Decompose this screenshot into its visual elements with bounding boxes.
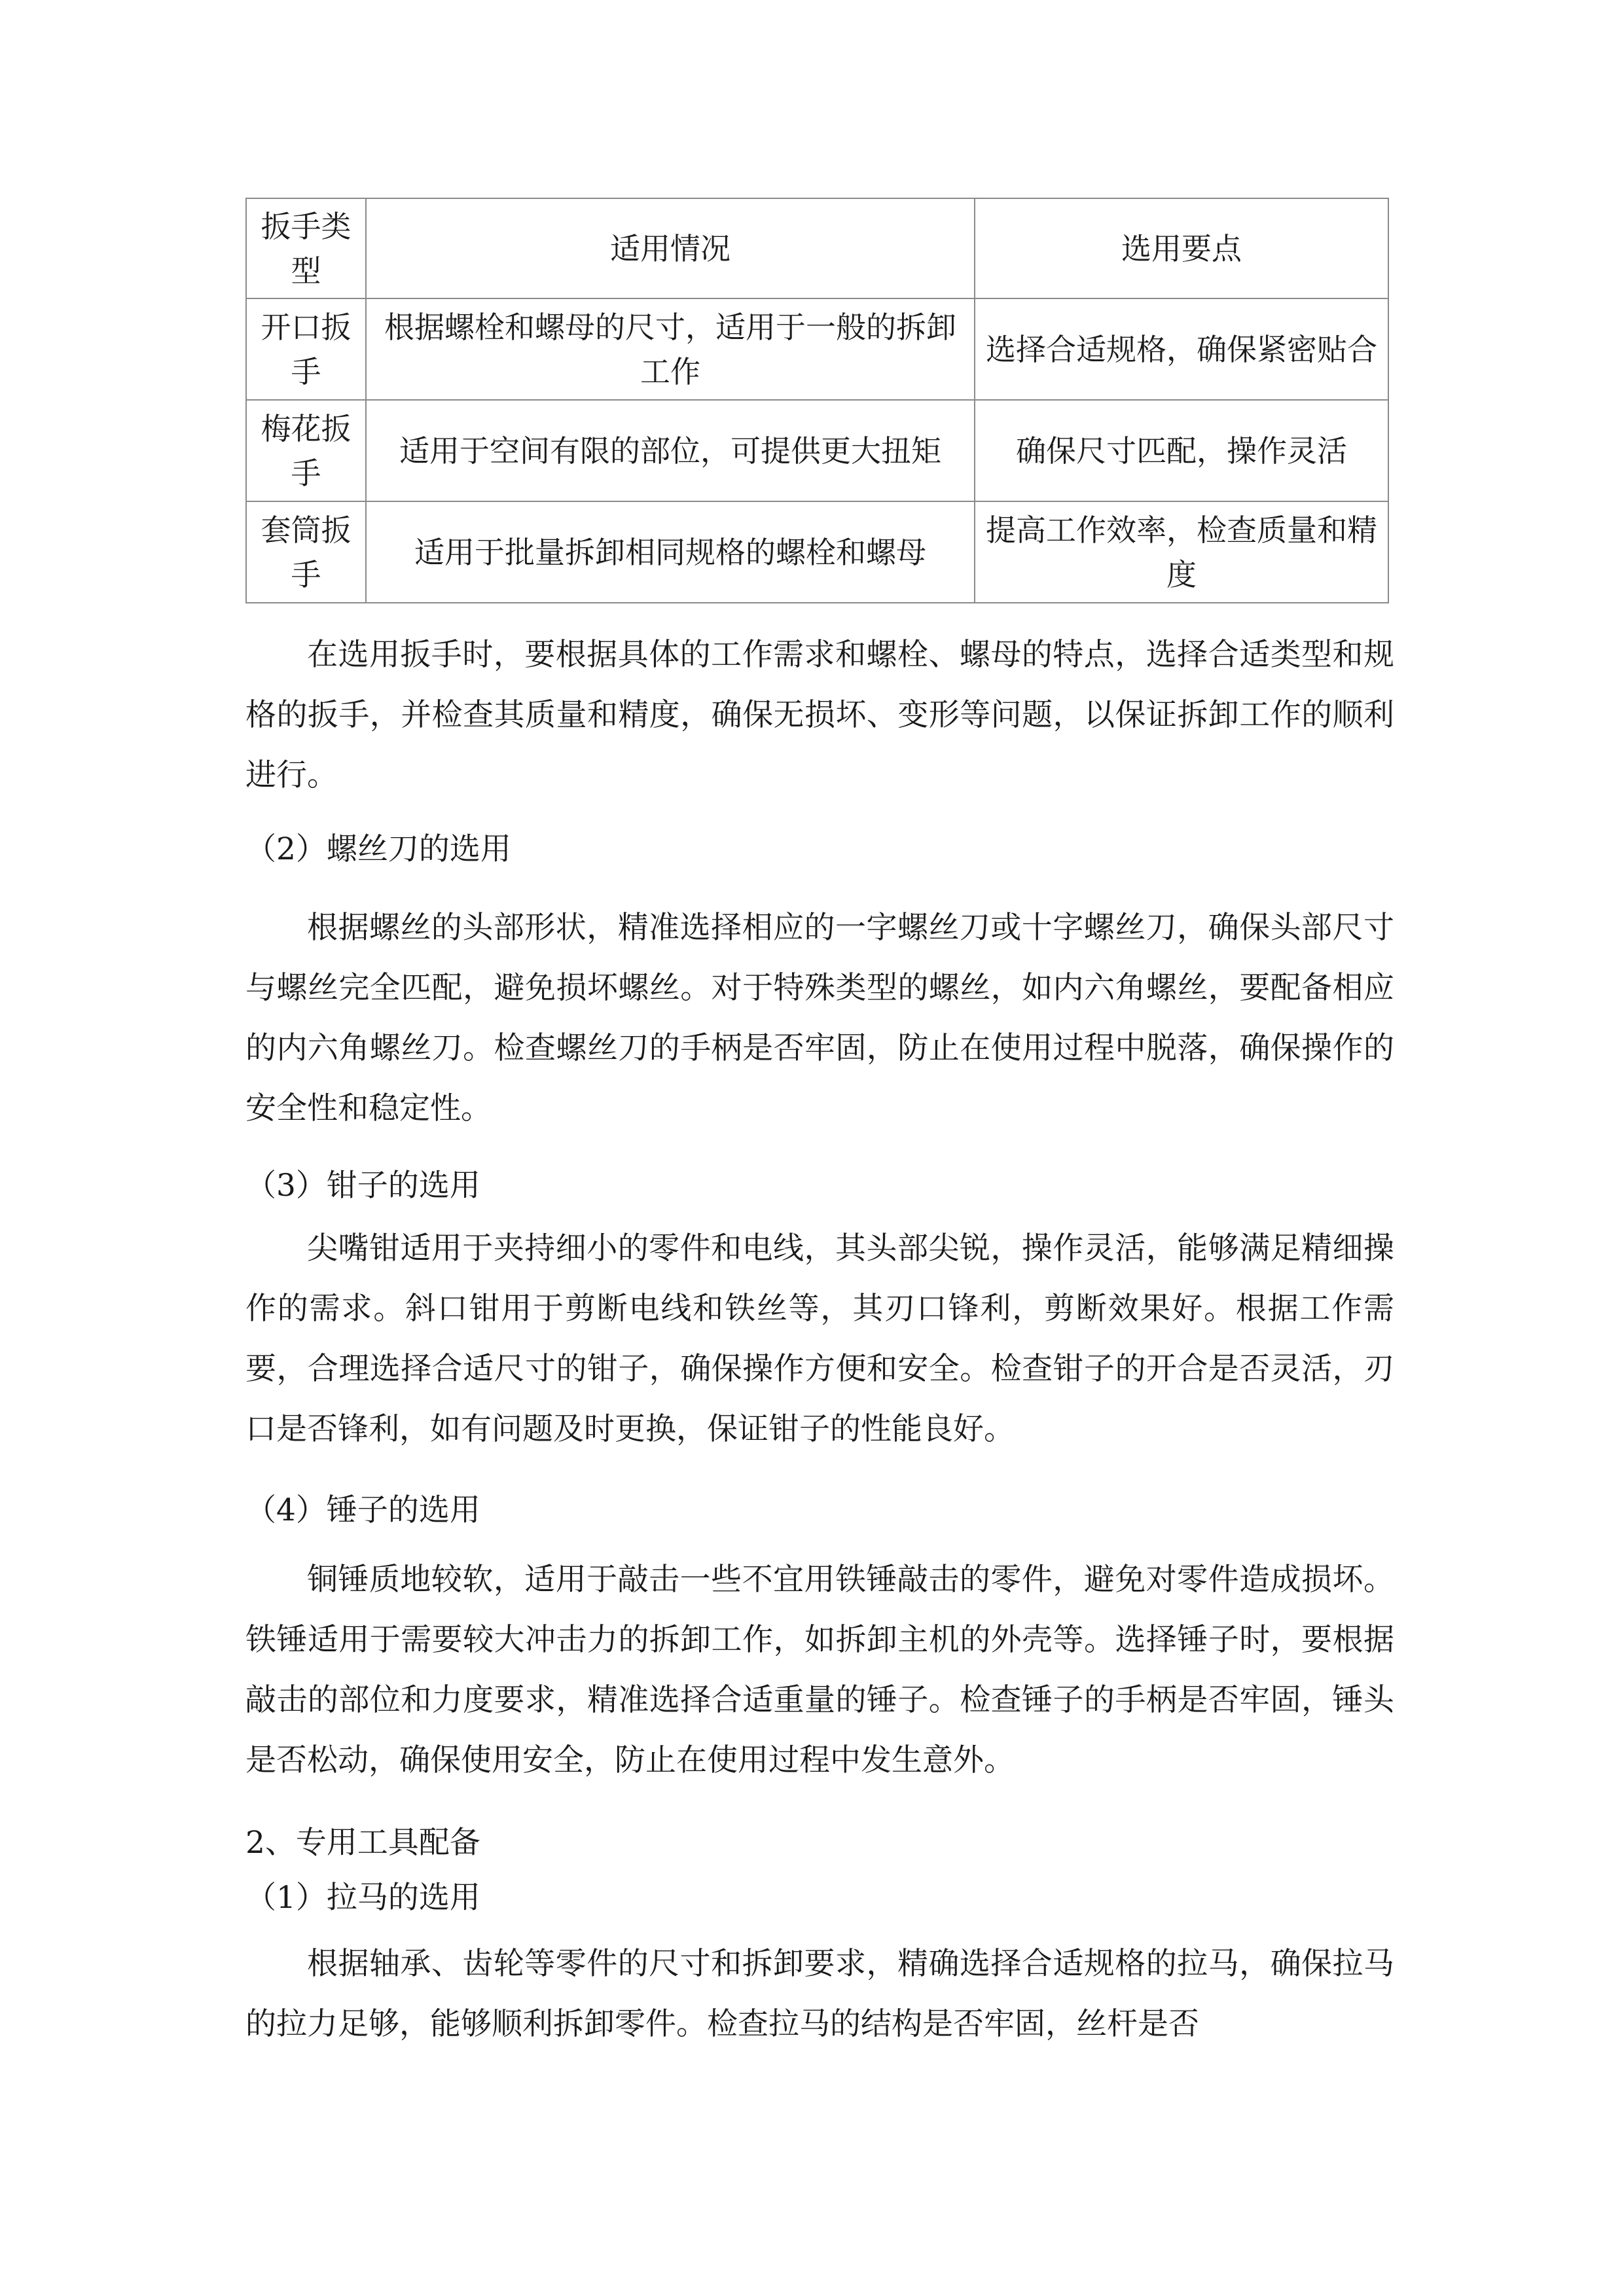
table-header-row [246, 198, 1388, 298]
wrench-summary-paragraph: 在选用扳手时，要根据具体的工作需求和螺栓、螺母的特点，选择合适类型和规格的扳手，并检查其质量和精度，确保无损坏、变形等问题，以保证拆卸工作的顺利进行。 [245, 637, 1394, 793]
table-cell: 根据螺栓和螺母的尺寸，适用于一般的拆卸工作 [366, 298, 975, 400]
special-tools-heading: 2、专用工具配备 [245, 1825, 480, 1861]
table-cell: 适用于批量拆卸相同规格的螺栓和螺母 [366, 501, 975, 603]
table-header-cell: 扳手类型 [246, 198, 366, 298]
pliers-paragraph: 尖嘴钳适用于夹持细小的零件和电线，其头部尖锐，操作灵活，能够满足精细操作的需求。斜口钳用于剪断电线和铁丝等，其刃口锋利，剪断效果好。根据工作需要，合理选择合适尺寸的钳子，确保操作方便和安全。检查钳子的开合是否灵活，刃口是否锋利，如有问题及时更换，保证钳子的性能良好。 [245, 1230, 1394, 1447]
table-row [246, 298, 1388, 400]
table-row [246, 400, 1388, 501]
table-header-cell: 选用要点 [975, 198, 1388, 298]
table-cell: 套筒扳手 [246, 501, 366, 603]
table-cell: 梅花扳手 [246, 400, 366, 501]
hammer-paragraph: 铜锤质地较软，适用于敲击一些不宜用铁锤敲击的零件，避免对零件造成损坏。铁锤适用于需要较大冲击力的拆卸工作，如拆卸主机的外壳等。选择锤子时，要根据敲击的部位和力度要求，精准选择合适重量的锤子。检查锤子的手柄是否牢固，锤头是否松动，确保使用安全，防止在使用过程中发生意外。 [245, 1562, 1394, 1778]
puller-heading: （1）拉马的选用 [245, 1880, 480, 1916]
table-row [246, 501, 1388, 603]
table-cell: 适用于空间有限的部位，可提供更大扭矩 [366, 400, 975, 501]
table-cell: 确保尺寸匹配，操作灵活 [975, 400, 1388, 501]
table-header-cell: 适用情况 [366, 198, 975, 298]
table-cell: 选择合适规格，确保紧密贴合 [975, 298, 1388, 400]
puller-paragraph: 根据轴承、齿轮等零件的尺寸和拆卸要求，精确选择合适规格的拉马，确保拉马的拉力足够，能够顺利拆卸零件。检查拉马的结构是否牢固，丝杆是否 [245, 1946, 1394, 2042]
screwdriver-paragraph: 根据螺丝的头部形状，精准选择相应的一字螺丝刀或十字螺丝刀，确保头部尺寸与螺丝完全匹配，避免损坏螺丝。对于特殊类型的螺丝，如内六角螺丝，要配备相应的内六角螺丝刀。检查螺丝刀的手柄是否牢固，防止在使用过程中脱落，确保操作的安全性和稳定性。 [245, 910, 1394, 1126]
screwdriver-heading: （2）螺丝刀的选用 [245, 831, 511, 867]
table-cell: 提高工作效率，检查质量和精度 [975, 501, 1388, 603]
table-cell: 开口扳手 [246, 298, 366, 400]
hammer-heading: （4）锤子的选用 [245, 1492, 480, 1528]
wrench-selection-table [245, 198, 1389, 603]
pliers-heading: （3）钳子的选用 [245, 1168, 480, 1204]
